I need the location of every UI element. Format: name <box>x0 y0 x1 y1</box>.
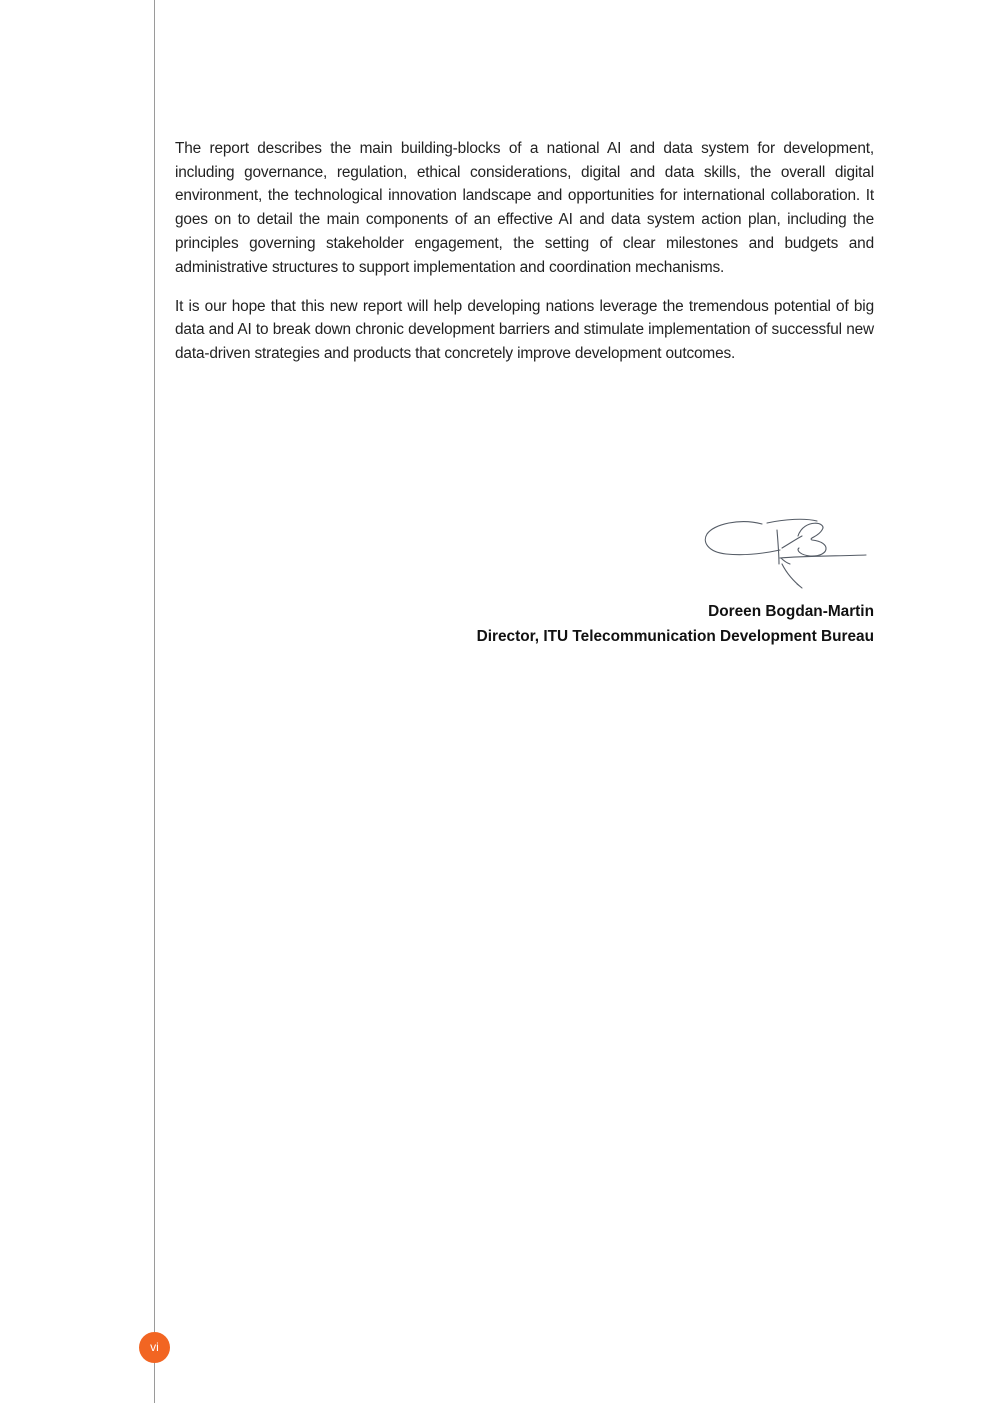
body-text <box>175 137 874 381</box>
paragraph-hope-statement: It is our hope that this new report will help developing nations leverage the tremendous potential of big data and AI to break down chronic development barriers and stimulate implementation of successful new data-driven strategies and products that concretely improve development outcomes. <box>175 297 874 363</box>
signature-image <box>700 512 870 594</box>
page-number-badge: vi <box>139 1332 170 1363</box>
signatory-name: Doreen Bogdan-Martin <box>708 603 874 620</box>
signatory-title: Director, ITU Telecommunication Development Bureau <box>476 627 874 645</box>
paragraph-report-description: The report describes the main building-blocks of a national AI and data system for development, including governance, regulation, ethical considerations, digital and data skills, the overall digital environment, the technological innovation landscape and opportunities for international collaboration. It goes on to detail the main components of an effective AI and data system action plan, including the principles governing stakeholder engagement, the setting of clear milestones and budgets and administrative structures to support implementation and coordination mechanisms. <box>175 140 874 276</box>
margin-rule <box>154 0 155 1403</box>
signature-block <box>477 600 874 649</box>
